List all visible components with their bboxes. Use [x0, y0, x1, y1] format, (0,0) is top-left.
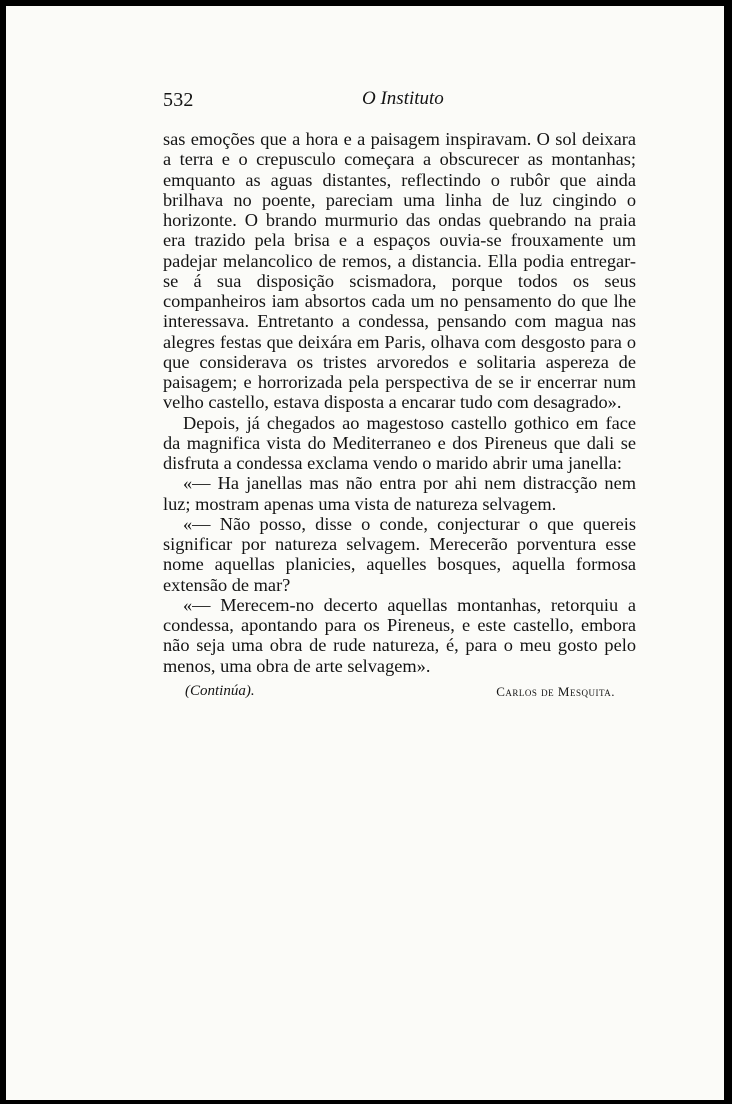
- page-number: 532: [163, 89, 194, 111]
- author-signature: Carlos de Mesquita.: [496, 684, 615, 699]
- running-title: O Instituto: [362, 88, 444, 109]
- scan-border-right: [724, 0, 732, 1104]
- dialogue-paragraph-2: «— Não posso, disse o conde, conjecturar o que quereis significar por natureza selvagem. Merecerão porventura esse nome aquellas planicies, aquelles bosques, aquella formosa extensão de mar?: [163, 513, 636, 595]
- scan-border-top: [0, 0, 732, 6]
- body-paragraph-1: sas emoções que a hora e a paisagem inspiravam. O sol deixara a terra e o crepusculo começara a obscurecer as montanhas; emquanto as aguas distantes, reflectindo o rubôr que ainda brilhava no poente, pareciam uma linha de luz cingindo o horizonte. O brando murmurio das ondas quebrando na praia era trazido pela brisa e a espaços ouvia-se frouxamente um padejar melancolico de remos, a distancia. Ella podia entregar-se á sua disposição scismadora, porque todos os seus companheiros iam absortos cada um no pensamento do que lhe interessava. Entretanto a condessa, pensando com magua nas alegres festas que deixára em Paris, olhava com desgosto para o que considerava os tristes arvoredos e solitaria aspereza de paisagem; e horrorizada pela perspectiva de se ir encerrar num velho castello, estava disposta a encarar tudo com desagrado».: [163, 129, 636, 413]
- dialogue-paragraph-3: «— Merecem-no decerto aquellas montanhas, retorquiu a condessa, apontando para os Pireneus, e este castello, embora não seja uma obra de rude natureza, é, para o meu gosto pelo menos, uma obra de arte selvagem».: [163, 594, 636, 676]
- page-header: [163, 87, 636, 117]
- scan-border-left: [0, 0, 6, 1104]
- article-body: [163, 129, 636, 676]
- body-paragraph-2: Depois, já chegados ao magestoso castello gothico em face da magnifica vista do Mediterraneo e dos Pireneus que dali se disfruta a condessa exclama vendo o marido abrir uma janella:: [163, 412, 636, 473]
- scan-border-bottom: [0, 1100, 732, 1104]
- article-footer: [185, 683, 615, 707]
- dialogue-paragraph-1: «— Ha janellas mas não entra por ahi nem distracção nem luz; mostram apenas uma vista de natureza selvagem.: [163, 473, 636, 514]
- continued-note: (Continúa).: [185, 683, 255, 699]
